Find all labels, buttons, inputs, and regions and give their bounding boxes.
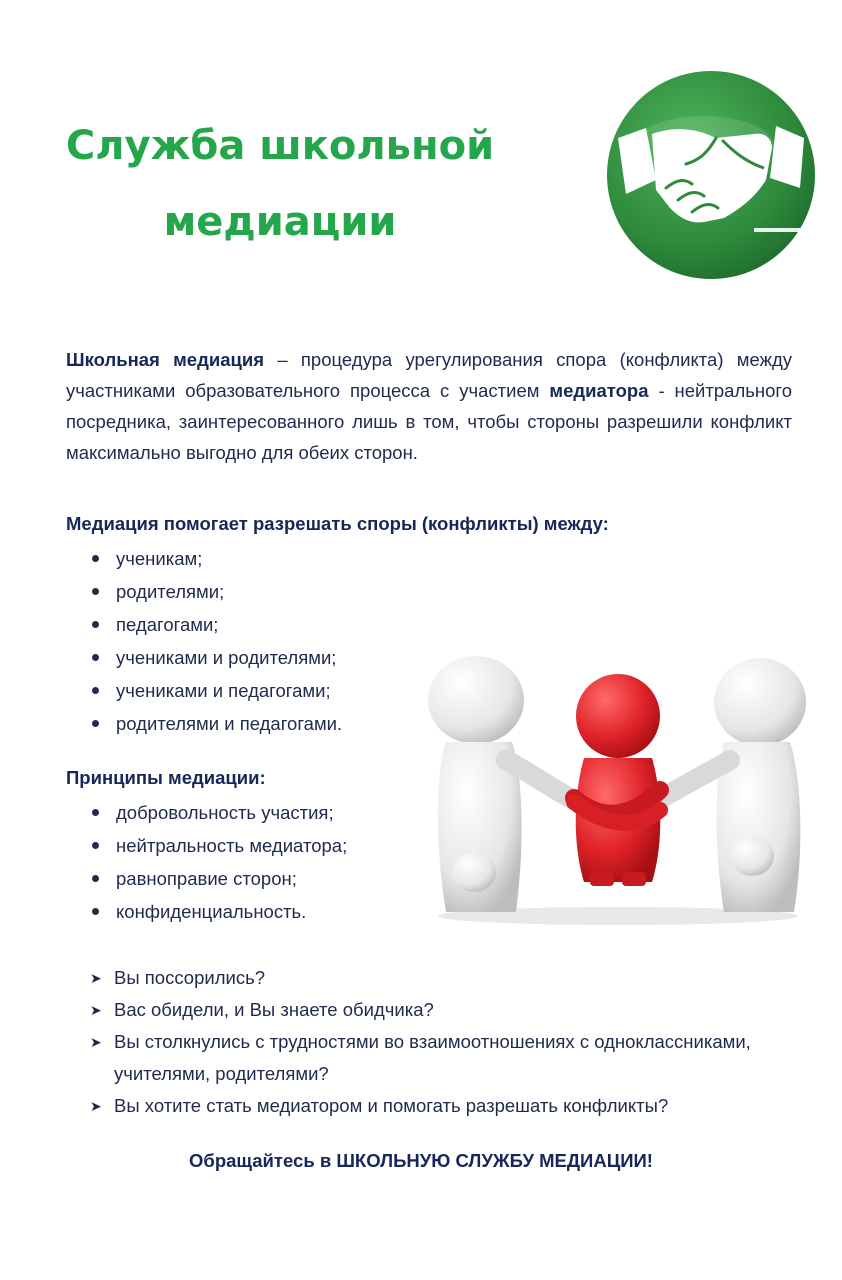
white-figure-left [428,656,574,912]
call-to-action: Обращайтесь в ШКОЛЬНУЮ СЛУЖБУ МЕДИАЦИИ! [189,1150,653,1171]
list-item: учениками и родителями; [92,641,342,674]
list-item: равноправие сторон; [92,862,347,895]
principles-list [92,796,347,928]
list-item: учениками и педагогами; [92,674,342,707]
intro-term: Школьная медиация [66,349,265,370]
handshake-icon [604,68,818,282]
list-item: конфиденциальность. [92,895,347,928]
white-figure-right [662,658,806,912]
list-item: ➤ Вас обидели, и Вы знаете обидчика? [90,994,790,1026]
helps-list [92,542,342,740]
intro-mediator: медиатора [549,380,649,401]
intro-paragraph [66,344,792,468]
title-line-2: медиации [163,199,397,245]
list-item: ➤ Вы поссорились? [90,962,790,994]
list-item: ➤ Вы хотите стать медиатором и помогать разрешать конфликты? [90,1090,790,1122]
principles-heading: Принципы медиации: [66,767,266,788]
list-item: ученикам; [92,542,342,575]
page-title [40,108,520,260]
red-figure-center [574,674,660,886]
list-item: педагогами; [92,608,342,641]
list-item: ➤ Вы столкнулись с трудностями во взаимоотношениях с одноклассниками, учителями, родителями? [90,1026,790,1090]
title-line-1: Служба школьной [65,123,495,169]
list-item: родителями и педагогами. [92,707,342,740]
list-item: добровольность участия; [92,796,347,829]
list-item: родителями; [92,575,342,608]
helps-heading: Медиация помогает разрешать споры (конфликты) между: [66,513,609,534]
questions-list [90,962,790,1122]
intro-text-2: - нейтрального посредника, заинтересованного лишь в том, чтобы стороны разрешили конфликт максимально выгодно для обеих сторон. [66,380,793,463]
intro-text-1: – процедура урегулирования спора (конфликта) между участниками образовательного процесса с участием [66,349,793,401]
list-item: нейтральность медиатора; [92,829,347,862]
mediation-figures-illustration [424,650,812,926]
